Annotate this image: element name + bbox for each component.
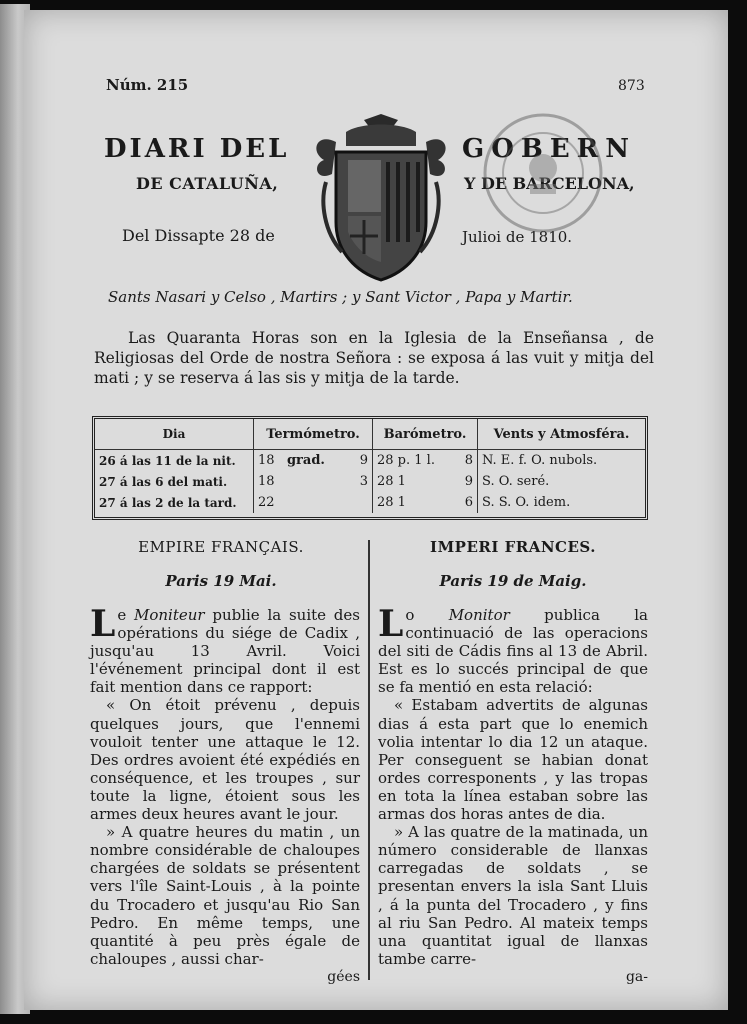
baro-fraction: 6 [464,495,473,510]
publication-name: Monitor [448,606,510,624]
cell-vents: S. S. O. idem. [482,495,571,510]
termo-unit: grad. [286,453,325,468]
weather-row [95,450,645,472]
cell-barometro [373,471,478,492]
catchword: ga- [625,968,648,985]
cell-termometro [254,492,373,513]
drop-cap: L [378,603,404,645]
termo-value: 18 [258,474,275,489]
termo-value: 22 [258,495,275,510]
article-paragraph: « On étoit prévenu , depuis quelques jours, que l'ennemi vouloit tenter une attaque le 12. Des ordres avoient été expédiés en conséquence, et les troupes , sur toute la ligne, étoient sous les armes deux heures avant le jour. [90,696,360,824]
baro-fraction: 8 [464,453,473,468]
weather-row [95,492,645,513]
article-paragraph [378,603,648,697]
column-divider [368,540,370,980]
baro-value: 28 1 [377,495,406,510]
header-dia: Dia [95,419,254,450]
drop-cap: L [90,603,116,645]
cell-barometro [373,492,478,513]
catchword: gées [327,968,360,985]
cell-dia: 27 á las 2 de la tard. [95,492,254,513]
left-column-article [90,603,360,986]
cell-dia: 26 á las 11 de la nit. [95,450,254,472]
issue-date-left: Del Dissapte 28 de [122,226,275,245]
left-column-heading: EMPIRE FRANÇAIS. [138,538,304,556]
weather-table [92,416,648,520]
weather-row [95,471,645,492]
masthead-title-right: GOBERN [462,134,637,164]
cell-termometro [254,471,373,492]
cell-barometro [373,450,478,472]
baro-value: 28 p. 1 l. [377,453,435,468]
library-stamp-icon [480,110,606,236]
baro-value: 28 1 [377,474,406,489]
page-number: 873 [618,78,645,94]
cell-vents: N. E. f. O. nubols. [482,453,598,468]
issue-number: Núm. 215 [106,76,189,94]
left-column-dateline: Paris 19 Mai. [165,572,277,590]
right-column-dateline: Paris 19 de Maig. [439,572,587,590]
right-column-heading: IMPERI FRANCES. [430,538,596,556]
text-run: publica la continuació de las operacions del siti de Cádis fins al 13 de Abril. Est es lo succés principal de que se fa mentió en esta relació: [378,606,648,697]
article-paragraph: « Estabam advertits de algunas dias á esta part que lo enemich volia intentar lo dia 12 un ataque. Per conseguent se habian donat ordes corresponents , y las tropas en tota la línea estaban sobre las armas dos horas antes de dia. [378,696,648,824]
text-run: e [117,606,134,624]
weather-table-header [95,419,645,450]
cell-vents: S. O. seré. [482,474,550,489]
saints-of-the-day: Sants Nasari y Celso , Martirs ; y Sant Victor , Papa y Martir. [108,288,573,306]
publication-name: Moniteur [133,606,205,624]
masthead-subtitle-left: DE CATALUÑA, [136,174,279,193]
header-barometro: Barómetro. [373,419,478,450]
forty-hours-notice: Las Quaranta Horas son en la Iglesia de la Enseñansa , de Religiosas del Orde de nostra Señora : se exposa á las vuit y mitja del mati ; y se reserva á las sis y mitja de la tarde. [94,329,654,387]
article-paragraph [90,603,360,697]
issue-date-right: Julioi de 1810. [462,228,573,246]
masthead-title-left: DIARI DEL [104,134,290,164]
header-termometro: Termómetro. [254,419,373,450]
text-run: publie la suite des opérations du siége de Cadix , jusqu'au 13 Avril. Voici l'événement principal dont il est fait mention dans ce rapport: [90,606,360,697]
article-paragraph: » A quatre heures du matin , un nombre considérable de chaloupes chargées de soldats se présentent vers l'île Saint-Louis , à la pointe du Trocadero et jusqu'au Rio San Pedro. En même temps, une quantité à peu près égale de chaloupes , aussi char- [90,823,360,968]
cell-termometro [254,450,373,472]
termo-value: 18 [258,453,275,468]
termo-fraction: 9 [359,453,368,468]
right-column-article [378,603,648,986]
termo-fraction: 3 [359,474,368,489]
masthead-subtitle-right: Y DE BARCELONA, [464,174,635,193]
article-paragraph: » A las quatre de la matinada, un número considerable de llanxas carregadas de soldats , se presentan envers la isla Sant Lluis , á la punta del Trocadero , y fins al riu San Pedro. Al mateix temps una quantitat igual de llanxas tambe carre- [378,823,648,968]
coat-of-arms-icon [306,112,456,284]
baro-fraction: 9 [464,474,473,489]
cell-dia: 27 á las 6 del mati. [95,471,254,492]
header-vents: Vents y Atmosféra. [478,419,646,450]
newspaper-page [24,10,728,1010]
text-run: o [405,606,449,624]
